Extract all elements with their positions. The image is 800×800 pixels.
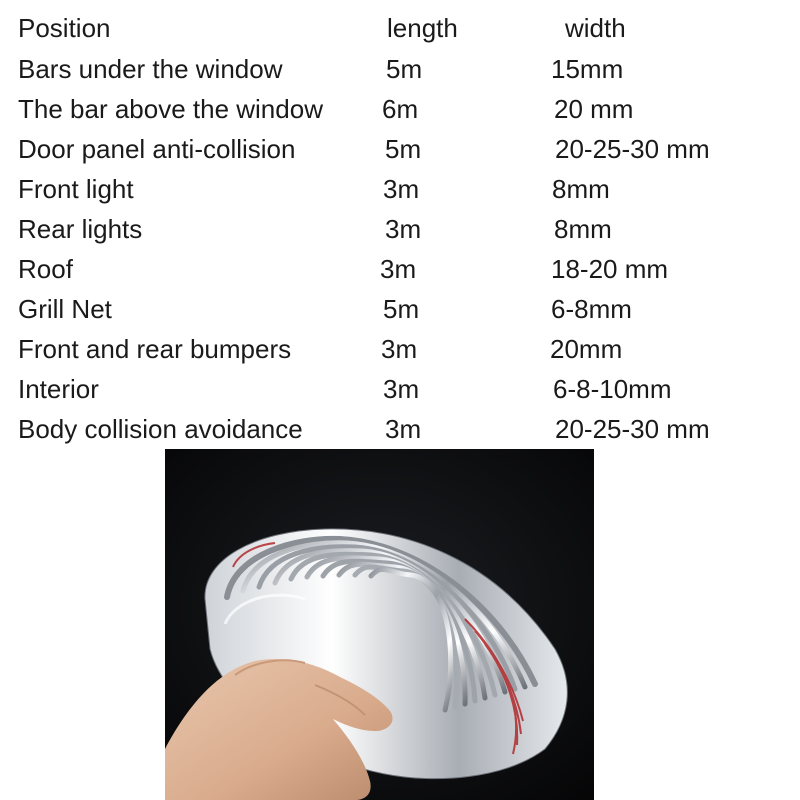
row-length: 6m <box>382 94 419 124</box>
row-length: 3m <box>383 174 420 204</box>
row-width: 20mm <box>550 334 623 364</box>
row-position: Front and rear bumpers <box>18 334 292 364</box>
row-position: Front light <box>18 174 134 204</box>
row-length: 3m <box>385 414 422 444</box>
row-width: 20-25-30 mm <box>555 134 710 164</box>
row-position: Roof <box>18 254 73 284</box>
row-width: 15mm <box>551 54 624 84</box>
row-width: 8mm <box>554 214 612 244</box>
row-position: Door panel anti-collision <box>18 134 296 164</box>
row-length: 5m <box>385 134 422 164</box>
product-photo <box>165 449 594 800</box>
row-position: Grill Net <box>18 294 112 324</box>
row-width: 20-25-30 mm <box>555 414 710 444</box>
header-position: Position <box>18 13 111 43</box>
row-width: 6-8mm <box>551 294 632 324</box>
row-position: Rear lights <box>18 214 143 244</box>
chrome-trim-roll-illustration <box>165 449 594 800</box>
row-width: 20 mm <box>554 94 634 124</box>
row-width: 18-20 mm <box>551 254 669 284</box>
row-position: The bar above the window <box>18 94 323 124</box>
header-width: width <box>565 13 626 43</box>
row-length: 3m <box>383 374 420 404</box>
row-length: 3m <box>380 254 417 284</box>
row-length: 5m <box>386 54 423 84</box>
row-length: 3m <box>381 334 418 364</box>
row-position: Body collision avoidance <box>18 414 303 444</box>
header-length: length <box>387 13 458 43</box>
row-width: 6-8-10mm <box>553 374 672 404</box>
row-width: 8mm <box>552 174 610 204</box>
row-position: Bars under the window <box>18 54 283 84</box>
row-length: 3m <box>385 214 422 244</box>
row-position: Interior <box>18 374 99 404</box>
row-length: 5m <box>383 294 420 324</box>
